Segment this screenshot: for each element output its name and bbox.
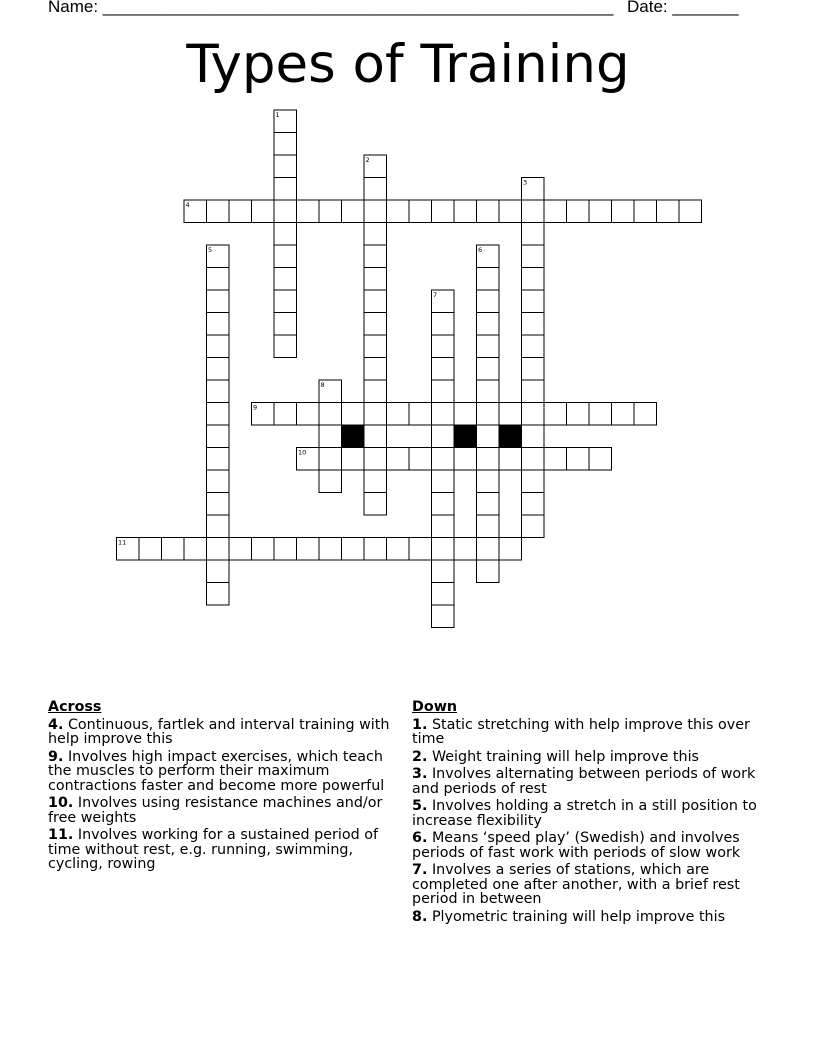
crossword-cell[interactable] — [477, 335, 500, 358]
crossword-cell[interactable] — [522, 245, 545, 268]
crossword-cell[interactable] — [477, 448, 500, 471]
crossword-cell[interactable] — [544, 403, 567, 426]
crossword-cell[interactable] — [522, 358, 545, 381]
clue-number: 2. — [412, 748, 428, 765]
down-clue — [412, 767, 768, 796]
crossword-cell[interactable] — [342, 448, 365, 471]
cell-number: 3 — [523, 178, 528, 187]
crossword-cell[interactable] — [364, 358, 387, 381]
crossword-cell[interactable] — [544, 448, 567, 471]
across-heading: Across — [48, 699, 102, 715]
crossword-cell[interactable] — [454, 200, 477, 223]
crossword-cell[interactable] — [409, 200, 432, 223]
crossword-cell[interactable] — [139, 538, 162, 561]
crossword-cell[interactable] — [432, 403, 455, 426]
crossword-cell[interactable] — [207, 200, 230, 223]
clue-number: 8. — [412, 908, 428, 925]
clue-text: Involves using resistance machines and/or free weights — [48, 795, 383, 826]
crossword-cell[interactable] — [522, 470, 545, 493]
crossword-cell[interactable] — [207, 560, 230, 583]
crossword-cell[interactable] — [364, 538, 387, 561]
black-cell — [342, 425, 365, 448]
crossword-cell[interactable] — [364, 380, 387, 403]
crossword-cell[interactable] — [229, 200, 252, 223]
crossword-cell[interactable] — [432, 200, 455, 223]
crossword-cell[interactable] — [252, 403, 275, 426]
crossword-cell[interactable] — [477, 290, 500, 313]
clue-text: Weight training will help improve this — [431, 748, 699, 765]
crossword-cell[interactable] — [522, 448, 545, 471]
crossword-cell[interactable] — [477, 268, 500, 291]
down-clue — [412, 799, 768, 828]
crossword-cell[interactable] — [432, 470, 455, 493]
clue-number: 5. — [412, 798, 428, 814]
crossword-cell[interactable] — [319, 380, 342, 403]
crossword-cell[interactable] — [409, 403, 432, 426]
crossword-cell[interactable] — [432, 560, 455, 583]
crossword-cell[interactable] — [477, 425, 500, 448]
crossword-cell[interactable] — [274, 223, 297, 246]
crossword-cell[interactable] — [364, 223, 387, 246]
crossword-cell[interactable] — [207, 425, 230, 448]
crossword-cell[interactable] — [207, 313, 230, 336]
crossword-cell[interactable] — [477, 403, 500, 426]
crossword-cell[interactable] — [252, 538, 275, 561]
crossword-cell[interactable] — [364, 200, 387, 223]
crossword-cell[interactable] — [522, 290, 545, 313]
crossword-cell[interactable] — [432, 313, 455, 336]
down-clue — [412, 910, 768, 925]
crossword-cell[interactable] — [499, 403, 522, 426]
crossword-cell[interactable] — [184, 538, 207, 561]
crossword-cell[interactable] — [432, 605, 455, 628]
crossword-cell[interactable] — [342, 538, 365, 561]
crossword-cell[interactable] — [499, 448, 522, 471]
crossword-cell[interactable] — [522, 493, 545, 516]
name-field[interactable]: Name: ______________________________________________________ — [48, 0, 614, 16]
clue-number: 9. — [48, 748, 64, 765]
crossword-cell[interactable] — [522, 268, 545, 291]
down-heading: Down — [412, 699, 458, 715]
crossword-cell[interactable] — [679, 200, 702, 223]
crossword-cell[interactable] — [117, 538, 140, 561]
cell-number: 1 — [275, 111, 280, 119]
across-clue — [48, 796, 404, 825]
cell-number: 6 — [478, 246, 483, 254]
crossword-cell[interactable] — [522, 335, 545, 358]
crossword-cell[interactable] — [432, 538, 455, 561]
down-clue — [412, 750, 768, 765]
clue-number: 1. — [412, 716, 428, 733]
crossword-cell[interactable] — [364, 268, 387, 291]
crossword-cell[interactable] — [387, 448, 410, 471]
crossword-cell[interactable] — [477, 380, 500, 403]
crossword-cell[interactable] — [432, 493, 455, 516]
across-clue — [48, 718, 404, 747]
crossword-cell[interactable] — [274, 155, 297, 178]
crossword-cell[interactable] — [612, 200, 635, 223]
clue-number: 7. — [412, 862, 428, 878]
crossword-cell[interactable] — [589, 403, 612, 426]
clue-text: Static stretching with help improve this over time — [412, 716, 750, 747]
crossword-cell[interactable] — [364, 335, 387, 358]
crossword-cell[interactable] — [432, 583, 455, 606]
crossword-cell[interactable] — [207, 515, 230, 538]
clue-number: 10. — [48, 795, 74, 811]
cell-number: 8 — [320, 381, 325, 389]
crossword-cell[interactable] — [297, 448, 320, 471]
clue-number: 6. — [412, 830, 428, 846]
crossword-cell[interactable] — [634, 200, 657, 223]
crossword-cell[interactable] — [207, 403, 230, 426]
crossword-cell[interactable] — [499, 200, 522, 223]
crossword-cell[interactable] — [207, 335, 230, 358]
clue-text: Involves alternating between periods of work and periods of rest — [412, 766, 756, 797]
crossword-cell[interactable] — [207, 448, 230, 471]
crossword-cell[interactable] — [477, 313, 500, 336]
cell-number: 9 — [253, 403, 258, 412]
crossword-cell[interactable] — [342, 200, 365, 223]
across-clue — [48, 750, 404, 794]
crossword-cell[interactable] — [567, 448, 590, 471]
crossword-cell[interactable] — [432, 335, 455, 358]
crossword-cell[interactable] — [364, 178, 387, 201]
crossword-cell[interactable] — [319, 448, 342, 471]
crossword-cell[interactable] — [319, 470, 342, 493]
clue-text: Involves a series of stations, which are completed one after another, with a brief rest period in between — [412, 862, 740, 907]
crossword-cell[interactable] — [454, 538, 477, 561]
crossword-cell[interactable] — [207, 583, 230, 606]
crossword-cell[interactable] — [274, 313, 297, 336]
crossword-cell[interactable] — [589, 200, 612, 223]
crossword-cell[interactable] — [297, 538, 320, 561]
crossword-cell[interactable] — [364, 245, 387, 268]
black-cell — [499, 425, 522, 448]
clue-text: Involves working for a sustained period of time without rest, e.g. running, swimming, cycling, rowing — [48, 827, 378, 872]
crossword-cell[interactable] — [274, 268, 297, 291]
cell-number: 2 — [365, 156, 370, 164]
crossword-cell[interactable] — [477, 358, 500, 381]
crossword-cell[interactable] — [454, 448, 477, 471]
crossword-cell[interactable] — [432, 448, 455, 471]
crossword-cell[interactable] — [207, 470, 230, 493]
clue-number: 4. — [48, 716, 64, 733]
crossword-cell[interactable] — [207, 245, 230, 268]
page-title: Types of Training — [186, 34, 630, 95]
cell-number: 5 — [208, 246, 213, 254]
crossword-cell[interactable] — [522, 403, 545, 426]
crossword-cell[interactable] — [207, 380, 230, 403]
crossword-cell[interactable] — [229, 538, 252, 561]
crossword-cell[interactable] — [477, 245, 500, 268]
crossword-cell[interactable] — [522, 515, 545, 538]
crossword-cell[interactable] — [274, 245, 297, 268]
crossword-cell[interactable] — [657, 200, 680, 223]
crossword-cell[interactable] — [499, 538, 522, 561]
crossword-cell[interactable] — [207, 268, 230, 291]
crossword-cell[interactable] — [432, 358, 455, 381]
crossword-cell[interactable] — [522, 178, 545, 201]
cell-number: 10 — [298, 448, 307, 457]
crossword-cell[interactable] — [387, 538, 410, 561]
crossword-cell[interactable] — [274, 538, 297, 561]
across-clues — [48, 700, 404, 875]
crossword-cell[interactable] — [477, 515, 500, 538]
crossword-cell[interactable] — [589, 448, 612, 471]
crossword-cell[interactable] — [634, 403, 657, 426]
crossword-cell[interactable] — [184, 200, 207, 223]
crossword-cell[interactable] — [207, 358, 230, 381]
crossword-cell[interactable] — [409, 448, 432, 471]
crossword-cell[interactable] — [522, 200, 545, 223]
crossword-cell[interactable] — [612, 403, 635, 426]
crossword-cell[interactable] — [319, 200, 342, 223]
crossword-cell[interactable] — [274, 178, 297, 201]
crossword-cell[interactable] — [432, 380, 455, 403]
crossword-cell[interactable] — [364, 425, 387, 448]
crossword-cell[interactable] — [387, 403, 410, 426]
crossword-cell[interactable] — [364, 493, 387, 516]
crossword-cell[interactable] — [364, 290, 387, 313]
crossword-cell[interactable] — [274, 403, 297, 426]
clue-text: Means ‘speed play’ (Swedish) and involves periods of fast work with periods of slow work — [412, 830, 741, 861]
down-clues — [412, 700, 768, 927]
crossword-cell[interactable] — [387, 200, 410, 223]
crossword-cell[interactable] — [364, 155, 387, 178]
crossword-cell[interactable] — [454, 403, 477, 426]
crossword-cell[interactable] — [477, 560, 500, 583]
crossword-cell[interactable] — [342, 403, 365, 426]
crossword-cell[interactable] — [432, 290, 455, 313]
across-clue — [48, 828, 404, 872]
crossword-cell[interactable] — [477, 538, 500, 561]
clue-text: Plyometric training will help improve this — [431, 908, 726, 925]
crossword-cell[interactable] — [477, 470, 500, 493]
crossword-cell[interactable] — [274, 133, 297, 156]
crossword-cell[interactable] — [364, 470, 387, 493]
crossword-cell[interactable] — [477, 200, 500, 223]
crossword-cell[interactable] — [409, 538, 432, 561]
clue-number: 3. — [412, 766, 428, 782]
crossword-cell[interactable] — [207, 538, 230, 561]
cell-number: 4 — [185, 201, 190, 209]
crossword-cell[interactable] — [274, 110, 297, 133]
down-clue — [412, 831, 768, 860]
clue-text: Continuous, fartlek and interval training with help improve this — [48, 716, 390, 747]
clue-number: 11. — [48, 827, 74, 843]
down-clue — [412, 718, 768, 747]
crossword-cell[interactable] — [319, 425, 342, 448]
crossword-cell[interactable] — [364, 313, 387, 336]
clue-text: Involves holding a stretch in a still position to increase flexibility — [412, 798, 757, 829]
date-field[interactable]: Date: _______ — [627, 0, 739, 16]
crossword-cell[interactable] — [432, 425, 455, 448]
crossword-cell[interactable] — [364, 403, 387, 426]
crossword-cell[interactable] — [297, 403, 320, 426]
crossword-cell[interactable] — [207, 290, 230, 313]
crossword-cell[interactable] — [544, 200, 567, 223]
crossword-cell[interactable] — [297, 200, 320, 223]
crossword-cell[interactable] — [252, 200, 275, 223]
black-cell — [454, 425, 477, 448]
crossword-cell[interactable] — [522, 380, 545, 403]
crossword-cell[interactable] — [319, 538, 342, 561]
crossword-cell[interactable] — [274, 290, 297, 313]
crossword-cell[interactable] — [319, 403, 342, 426]
crossword-cell[interactable] — [274, 335, 297, 358]
crossword-cell[interactable] — [522, 223, 545, 246]
crossword-cell[interactable] — [522, 313, 545, 336]
crossword-cell[interactable] — [274, 200, 297, 223]
crossword-cell[interactable] — [477, 493, 500, 516]
down-clue — [412, 863, 768, 907]
cell-number: 11 — [118, 538, 127, 547]
crossword-cell[interactable] — [364, 448, 387, 471]
crossword-cell[interactable] — [567, 403, 590, 426]
cell-number: 7 — [433, 291, 438, 299]
crossword-cell[interactable] — [432, 515, 455, 538]
clue-text: Involves high impact exercises, which teach the muscles to perform their maximum contractions faster and become more powerful — [48, 748, 385, 794]
crossword-cell[interactable] — [522, 425, 545, 448]
crossword-cell[interactable] — [162, 538, 185, 561]
crossword-cell[interactable] — [567, 200, 590, 223]
crossword-cell[interactable] — [207, 493, 230, 516]
